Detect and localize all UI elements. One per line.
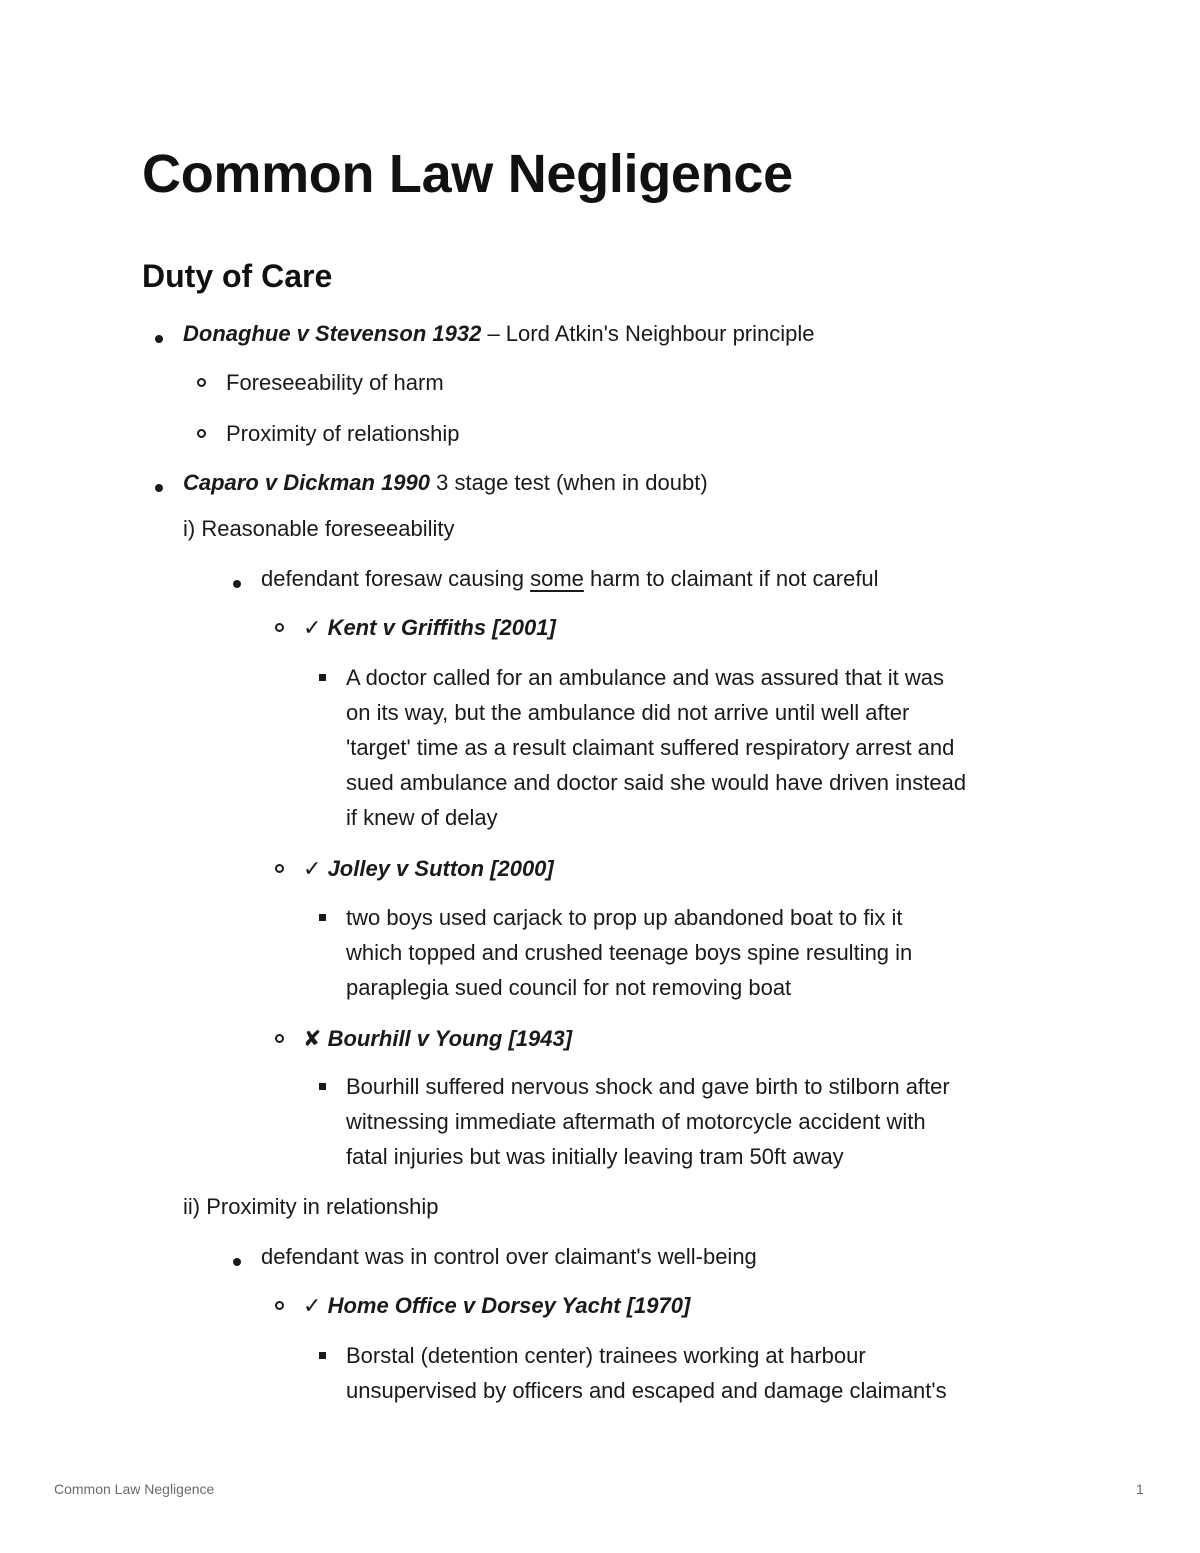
bullet-disc: [233, 1258, 241, 1266]
case-detail-line: two boys used carjack to prop up abandoned boat to fix it: [346, 905, 903, 930]
case-detail-line: Bourhill suffered nervous shock and gave birth to stilborn after: [346, 1074, 950, 1099]
list-item-bourhill: [303, 1024, 572, 1054]
check-icon: ✓: [303, 615, 322, 640]
bullet-circle: [275, 1301, 284, 1310]
case-name: Jolley v Sutton [2000]: [327, 856, 554, 881]
case-description: 3 stage test (when in doubt): [430, 470, 708, 495]
list-item-donoghue: [183, 319, 815, 349]
check-icon: ✓: [303, 1293, 322, 1318]
case-detail-line: unsupervised by officers and escaped and damage claimant's: [346, 1378, 947, 1403]
case-detail-line: witnessing immediate aftermath of motorcycle accident with: [346, 1109, 926, 1134]
stage-heading-1: i) Reasonable foreseeability: [183, 516, 455, 541]
bullet-square: [319, 1352, 326, 1359]
bullet-disc: [233, 580, 241, 588]
list-item-kent: [303, 613, 556, 643]
list-item-foreseeability: Foreseeability of harm: [226, 370, 444, 395]
case-detail-line: which topped and crushed teenage boys spine resulting in: [346, 940, 913, 965]
case-detail-line: 'target' time as a result claimant suffered respiratory arrest and: [346, 735, 955, 760]
footer-page-number: 1: [1136, 1481, 1144, 1497]
bullet-circle: [275, 1034, 284, 1043]
case-name: Kent v Griffiths [2001]: [327, 615, 556, 640]
case-detail-line: fatal injuries but was initially leaving tram 50ft away: [346, 1144, 844, 1169]
case-detail-line: if knew of delay: [346, 805, 498, 830]
case-name: Caparo v Dickman 1990: [183, 470, 431, 495]
list-item-jolley: [303, 854, 554, 884]
list-item-stage2-definition: defendant was in control over claimant's well-being: [261, 1244, 757, 1269]
case-detail-line: sued ambulance and doctor said she would have driven instead: [346, 770, 967, 795]
case-detail-line: A doctor called for an ambulance and was assured that it was: [346, 665, 945, 690]
list-item-stage1-definition: defendant foresaw causing some harm to claimant if not careful: [261, 566, 879, 591]
bullet-disc: [155, 335, 163, 343]
list-item-dorset: [303, 1291, 690, 1321]
check-icon: ✓: [303, 856, 322, 881]
list-item-caparo: [183, 468, 708, 498]
bullet-circle: [197, 429, 206, 438]
cross-icon: ✘: [303, 1026, 322, 1051]
case-detail-line: Borstal (detention center) trainees working at harbour: [346, 1343, 866, 1368]
footer-document-title: Common Law Negligence: [54, 1481, 215, 1497]
bullet-circle: [275, 623, 284, 632]
page-title: Common Law Negligence: [142, 144, 793, 204]
case-description: – Lord Atkin's Neighbour principle: [481, 321, 815, 346]
stage-heading-2: ii) Proximity in relationship: [183, 1194, 439, 1219]
case-name: Home Office v Dorsey Yacht [1970]: [327, 1293, 691, 1318]
bullet-square: [319, 1083, 326, 1090]
bullet-circle: [197, 378, 206, 387]
list-item-proximity: Proximity of relationship: [226, 421, 460, 446]
underlined-word: some: [530, 566, 584, 591]
bullet-square: [319, 914, 326, 921]
case-detail-line: paraplegia sued council for not removing boat: [346, 975, 792, 1000]
bullet-disc: [155, 484, 163, 492]
case-name: Bourhill v Young [1943]: [327, 1026, 573, 1051]
section-heading-duty-of-care: Duty of Care: [142, 258, 333, 294]
case-name: Donaghue v Stevenson 1932: [183, 321, 482, 346]
bullet-square: [319, 674, 326, 681]
bullet-circle: [275, 864, 284, 873]
case-detail-line: on its way, but the ambulance did not arrive until well after: [346, 700, 910, 725]
